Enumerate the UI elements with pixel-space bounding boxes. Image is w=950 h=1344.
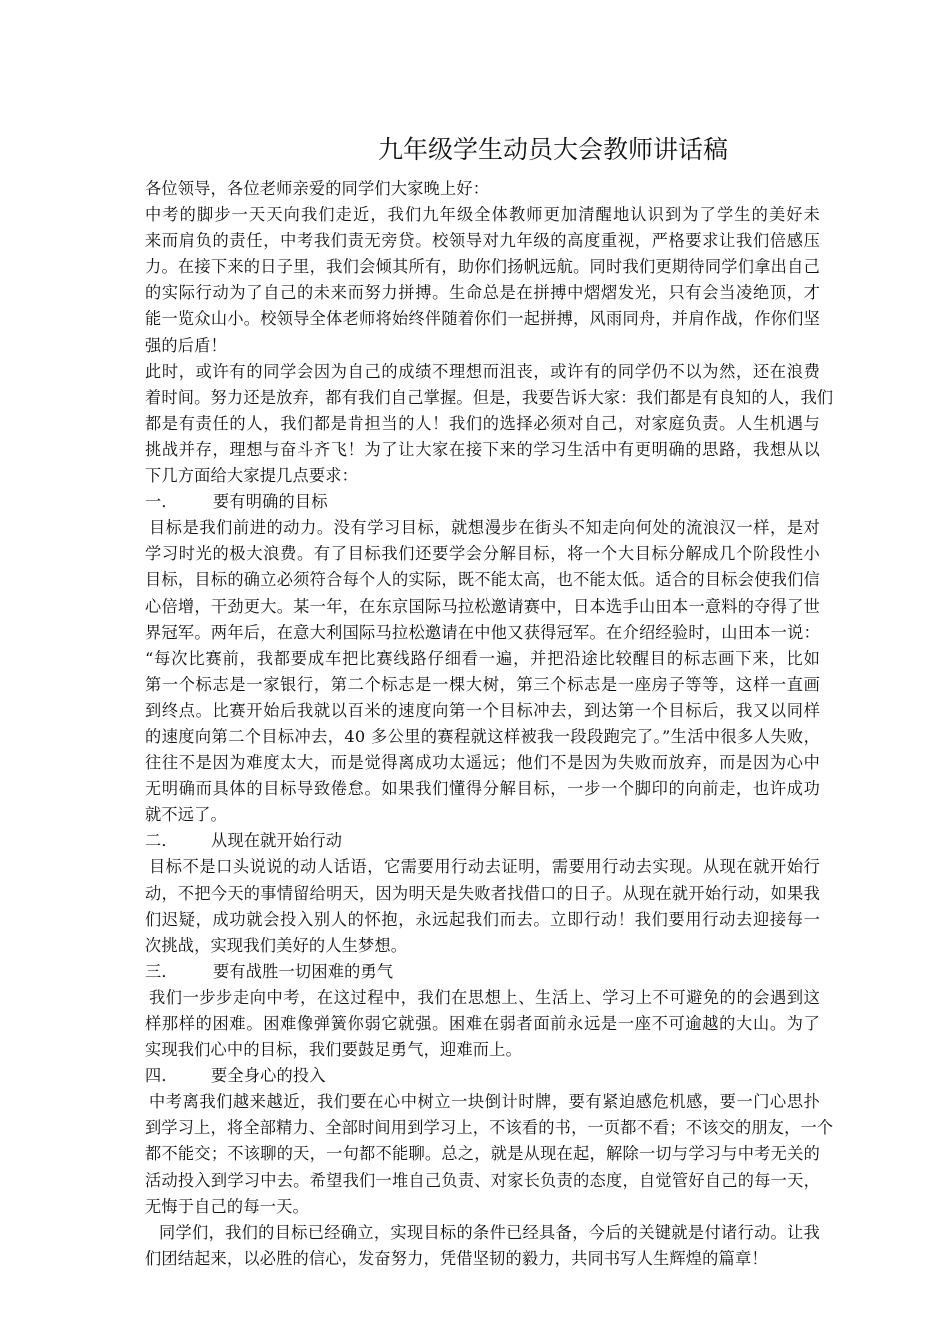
section-number: 二． (145, 831, 178, 851)
paragraph-line: 挑战并存，理想与奋斗齐飞！为了让大家在接下来的学习生活中有更明确的思路，我想从以 (145, 439, 820, 459)
section-line: 样那样的困难。困难像弹簧你弱它就强。困难在弱者面前永远是一座不可逾越的大山。为了 (145, 1014, 820, 1033)
document-body (145, 176, 834, 1272)
section-heading (145, 959, 820, 985)
section-line: 第一个标志是一家银行，第二个标志是一棵大树，第三个标志是一座房子等等，这样一直画 (145, 674, 820, 694)
paragraph-line: 都是有责任的人，我们都是肯担当的人！我们的选择必须对自己，对家庭负责。人生机遇与 (145, 413, 820, 433)
paragraph-line: 强的后盾！ (145, 335, 227, 355)
section-line: 到终点。比赛开始后我就以百米的速度向第一个目标冲去，到达第一个目标后，我又以同样 (145, 700, 820, 720)
section-line: 学习时光的极大浪费。有了目标我们还要学会分解目标，将一个大目标分解成几个阶段性小 (145, 544, 820, 564)
section-line: 目标是我们前进的动力。没有学习目标，就想漫步在街头不知走向何处的流浪汉一样，是对 (149, 518, 820, 538)
greeting-line: 各位领导，各位老师亲爱的同学们大家晚上好： (145, 179, 490, 198)
section-number: 四． (145, 1066, 178, 1086)
section-heading (145, 489, 820, 515)
section-line: 次挑战，实现我们美好的人生梦想。 (145, 935, 408, 955)
section-title: 要有明确的目标 (213, 492, 328, 512)
closing-line: 们团结起来，以必胜的信心，发奋努力，凭借坚韧的毅力，共同书写人生辉煌的篇章！ (145, 1248, 768, 1268)
section-title: 要全身心的投入 (211, 1066, 326, 1086)
section-line: 无悔于自己的每一天。 (145, 1196, 309, 1216)
section-line: 心倍增，干劲更大。某一年，在东京国际马拉松邀请赛中，日本选手山田本一意料的夺得了世 (145, 596, 820, 616)
paragraph-line: 中考的脚步一天天向我们走近，我们九年级全体教师更加清醒地认识到为了学生的美好未 (145, 205, 820, 225)
paragraph-line: 此时，或许有的同学会因为自己的成绩不理想而沮丧，或许有的同学仍不以为然，还在浪费 (145, 361, 820, 381)
section-line: 都不能交；不该聊的天，一句都不能聊。总之，就是从现在起，解除一切与学习与中考无关的 (145, 1144, 820, 1164)
section-heading (145, 1063, 820, 1089)
section-line: 目标不是口头说说的动人话语，它需要用行动去证明，需要用行动去实现。从现在就开始行 (149, 857, 820, 877)
section-number: 三． (145, 961, 178, 981)
section-line: 就不远了。 (145, 805, 227, 825)
section-line: 动，不把今天的事情留给明天，因为明天是失败者找借口的日子。从现在就开始行动，如果我 (145, 883, 820, 903)
section-line: 们迟疑，成功就会投入别人的怀抱，永远起我们而去。立即行动！我们要用行动去迎接每一 (145, 909, 820, 929)
document-title: 九年级学生动员大会教师讲话稿 (377, 135, 728, 164)
section-line: 实现我们心中的目标，我们要鼓足勇气，迎难而上。 (145, 1040, 522, 1060)
paragraph-line: 着时间。努力还是放弃，都有我们自己掌握。但是，我要告诉大家：我们都是有良知的人，我们 (145, 387, 834, 407)
paragraph-line: 能一览众山小。校领导全体老师将始终伴随着你们一起拼搏，风雨同舟，并肩作战，作你们坚 (145, 309, 820, 329)
section-title: 从现在就开始行动 (211, 831, 343, 851)
section-line: 中考离我们越来越近，我们要在心中树立一块倒计时牌，要有紧迫感危机感，要一门心思扑 (149, 1092, 820, 1112)
paragraph-line: 力。在接下来的日子里，我们会倾其所有，助你们扬帆远航。同时我们更期待同学们拿出自己 (145, 257, 820, 277)
section-number: 一． (145, 492, 178, 512)
section-line: 无明确而具体的目标导致倦怠。如果我们懂得分解目标，一步一个脚印的向前走，也许成功 (145, 779, 820, 799)
section-line: 界冠军。两年后，在意大利国际马拉松邀请在中他又获得冠军。在介绍经验时，山田本一说： (145, 622, 820, 642)
paragraph-line: 的实际行动为了自己的未来而努力拼搏。生命总是在拼搏中熠熠发光，只有会当凌绝顶，才 (145, 283, 820, 303)
paragraph-line: 来而肩负的责任，中考我们责无旁贷。校领导对九年级的高度重视，严格要求让我们倍感压 (145, 231, 820, 251)
section-title: 要有战胜一切困难的勇气 (213, 961, 394, 981)
section-line: 的速度向第二个目标冲去，40 多公里的赛程就这样被我一段段跑完了。”生活中很多人失败， (145, 726, 820, 746)
section-line: 到学习上，将全部精力、全部时间用到学习上，不该看的书，一页都不看；不该交的朋友，一个 (145, 1118, 834, 1138)
paragraph-line: 下几方面给大家提几点要求： (145, 466, 359, 486)
section-line: 活动投入到学习中去。希望我们一堆自己负责、对家长负责的态度，自觉管好自己的每一天， (145, 1170, 820, 1190)
closing-line: 同学们，我们的目标已经确立，实现目标的条件已经具备，今后的关键就是付诸行动。让我 (159, 1222, 820, 1242)
section-heading (145, 828, 820, 854)
section-line: 目标，目标的确立必须符合每个人的实际，既不能太高，也不能太低。适合的目标会使我们信 (145, 570, 820, 590)
section-line: 我们一步步走向中考，在这过程中，我们在思想上、生活上、学习上不可避免的的会遇到这 (149, 987, 820, 1007)
section-line: “每次比赛前，我都要成车把比赛线路仔细看一遍，并把沿途比较醒目的标志画下来，比如 (145, 648, 820, 668)
section-line: 往往不是因为难度太大，而是觉得离成功太遥远；他们不是因为失败而放弃，而是因为心中 (145, 753, 820, 773)
